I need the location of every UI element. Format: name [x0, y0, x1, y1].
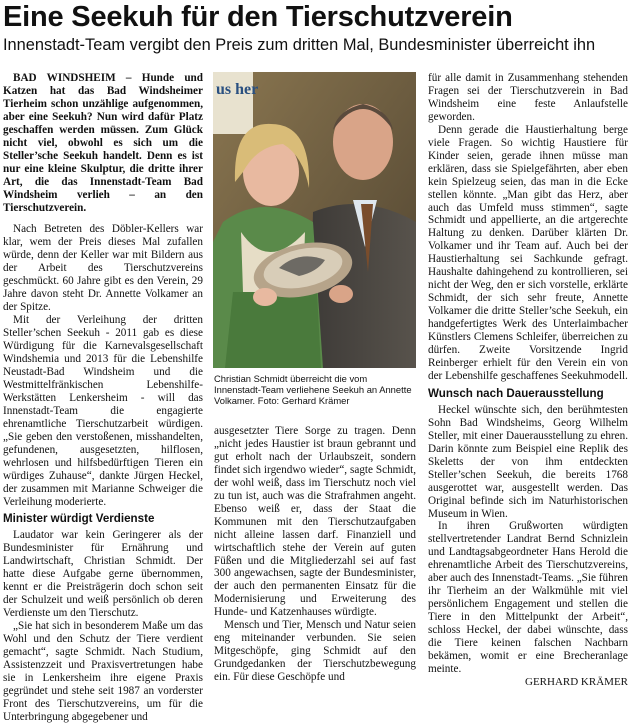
body-paragraph: ausgesetzter Tiere Sorge zu tragen. Denn „nicht jedes Haustier ist braun gebrannt und gut erholt nach der Urlaubszeit, sondern findet sich irgendwo wieder“, sagte Schmidt, der wohl weiß, dass im Tierschutz noch viel zu tun ist, auch was die Strafrahmen angeht. Ebenso weiß er, dass der Staat die Kommunen mit den Tierschutzaufgaben nicht alleine lassen darf. Finanziell und wirtschaftlich stehe der Verein auf guten Füßen und die Mitgliederzahl sei auf fast 300 angewachsen, sagte der Bundesminister, der auch den permanenten Einsatz für die Modernisierung und Erweiterung des Hunde- und Katzenhauses würdigte.	[214, 425, 416, 619]
author-signature: GERHARD KRÄMER	[525, 675, 628, 688]
body-paragraph: Laudator war kein Geringerer als der Bundesminister für Ernährung und Landwirtschaft, Christian Schmidt. Der hatte diese Aufgabe gerne übernommen, kennt er die Preisträgerin doch schon seit der Schulzeit und weiß persönlich ob deren Verdienste um den Tierschutz.	[3, 529, 203, 620]
background-sign-text: us her	[216, 81, 259, 98]
column-2	[214, 425, 416, 684]
body-paragraph: In ihren Grußworten würdigten stellvertretender Landrat Bernd Schnizlein und Landtagsabgeordneter Hans Herold die ehrenamtliche Arbeit des Tierschutzvereins, aber auch des Innenstadt-Teams. „Sie führen ihr Tierheim an der Walkmühle mit viel persönlichem Engagement und stellen die Tiere in den Mittelpunkt der Arbeit“, schloss Heckel, der dabei wünschte, dass die Tiere keinen falschen Nachbarn bekämen, womit er eine Brecheranlage meinte.	[428, 520, 628, 675]
section-subhead: Minister würdigt Verdienste	[3, 512, 155, 526]
body-paragraph: Mit der Verleihung der dritten Steller’schen Seekuh - 2011 gab es diese Würdigung für die Karnevalsgesellschaft Windshemia und 2013 für die Lebenshilfe Neustadt-Bad Windsheim und die Westmittelfränkischen Lebenshilfe-Werkstätten Lenkersheim - will das Innenstadt-Team die engagierte ehrenamtliche Tierschutzarbeit würdigen. „Sie geben den verstoßenen, misshandelten, gefundenen, ausgesetzten, hilflosen, wehrlosen und hilfsbedürftigen Tieren ein würdiges Zuhause“, dankte Jürgen Heckel, der zusammen mit Marianne Schweiger die Verleihung moderierte.	[3, 314, 203, 508]
press-photo	[213, 72, 416, 368]
headline: Eine Seekuh für den Tierschutzverein	[3, 1, 513, 33]
lead-paragraph: BAD WINDSHEIM – Hunde und Katzen hat das Bad Windsheimer Tierheim schon unzählige aufgenommen, aber eine Seekuh? Nun wird dafür Platz geschaffen werden müssen. Zum Glück nicht viel, obwohl es sich um die Steller’sche Seekuh handelt. Denn es ist nur eine kleine Skulptur, die dritte ihrer Art, die das Innenstadt-Team Bad Windsheim verlieh – an den Tierschutzverein.	[3, 72, 203, 214]
body-paragraph: Nach Betreten des Döbler-Kellers war klar, wem der Preis dieses Mal zufallen würde, denn der Keller war mit Bildern aus der Arbeit des Tierschutzvereins geschmückt. 60 Jahre gibt es den Verein, 29 Jahre davon steht Dr. Annette Volkamer an der Spitze.	[3, 223, 203, 314]
column-3	[428, 72, 628, 689]
body-paragraph: Mensch und Tier, Mensch und Natur seien eng miteinander verbunden. Sie seien Mitgeschöpfe, ging Schmidt auf den Grundgedanken der Tierschutzbewegung ein. Für diese Geschöpfe und	[214, 619, 416, 684]
subheadline: Innenstadt-Team vergibt den Preis zum dritten Mal, Bundesminister überreicht ihn	[3, 36, 596, 54]
body-paragraph: „Sie hat sich in besonderem Maße um das Wohl und den Schutz der Tiere verdient gemacht“, sagte Schmidt. Nach Studium, Assistenzzeit und Praxisvertretungen habe sie in Lenkersheim ihre eigene Praxis gegründet und stehe seit 1987 an vorderster Front des Tierschutzvereins, um für die Unterbringung abgegebener und	[3, 620, 203, 723]
body-paragraph: Heckel wünschte sich, den berühmtesten Sohn Bad Windsheims, Georg Wilhelm Steller, mit einer Dauerausstellung zu ehren. Darin könnte zum Beispiel eine Replik des Skeletts der von ihm entdeckten Steller’schen Seekuh, die bereits 1768 ausgerottet war, ausgestellt werden. Das Original befinde sich im Naturhistorischen Museum in Wien.	[428, 403, 628, 520]
body-paragraph: Denn gerade die Haustierhaltung berge viele Fragen. So wichtig Haustiere für Kinder seien, gerade ihnen müsse man erklären, dass sie Spielgefährten, aber eben kein Spielzeug seien, das man in die Ecke stellen könnte. „Man gibt das Herz, aber auch das Umfeld muss stimmen“, sagte Schmidt und appellierte, an die artgerechte Haltung zu denken. Darüber klärten Dr. Volkamer und ihr Team auf. Auch bei der Haustierhaltung sei Sachkunde gefragt. Haushalte dahingehend zu kontrollieren, sei nicht der Weg, den er sich vorstelle, erklärte Schmidt, der sich sehr freute, Annette Volkamer die dritte Steller’sche Seekuh, ein handgefertigtes Werk des Unterlaimbacher Künstlers Clemens Schleifer, überreichen zu dürfen. Zweite Vorsitzende Ingrid Reinberger erhielt für den Verein ein von der Lebenshilfe geschaffenes Seekuhmodell.	[428, 123, 628, 382]
photo-caption: Christian Schmidt überreicht die vom Innenstadt-Team verliehene Seekuh an Annette Volkamer. Foto: Gerhard Krämer	[214, 373, 412, 407]
body-paragraph: für alle damit in Zusammenhang stehenden Fragen sei der Tierschutzverein in Bad Windsheim eine feste Anlaufstelle geworden.	[428, 72, 628, 123]
column-1	[3, 72, 203, 724]
section-subhead: Wunsch nach Dauerausstellung	[428, 386, 604, 400]
